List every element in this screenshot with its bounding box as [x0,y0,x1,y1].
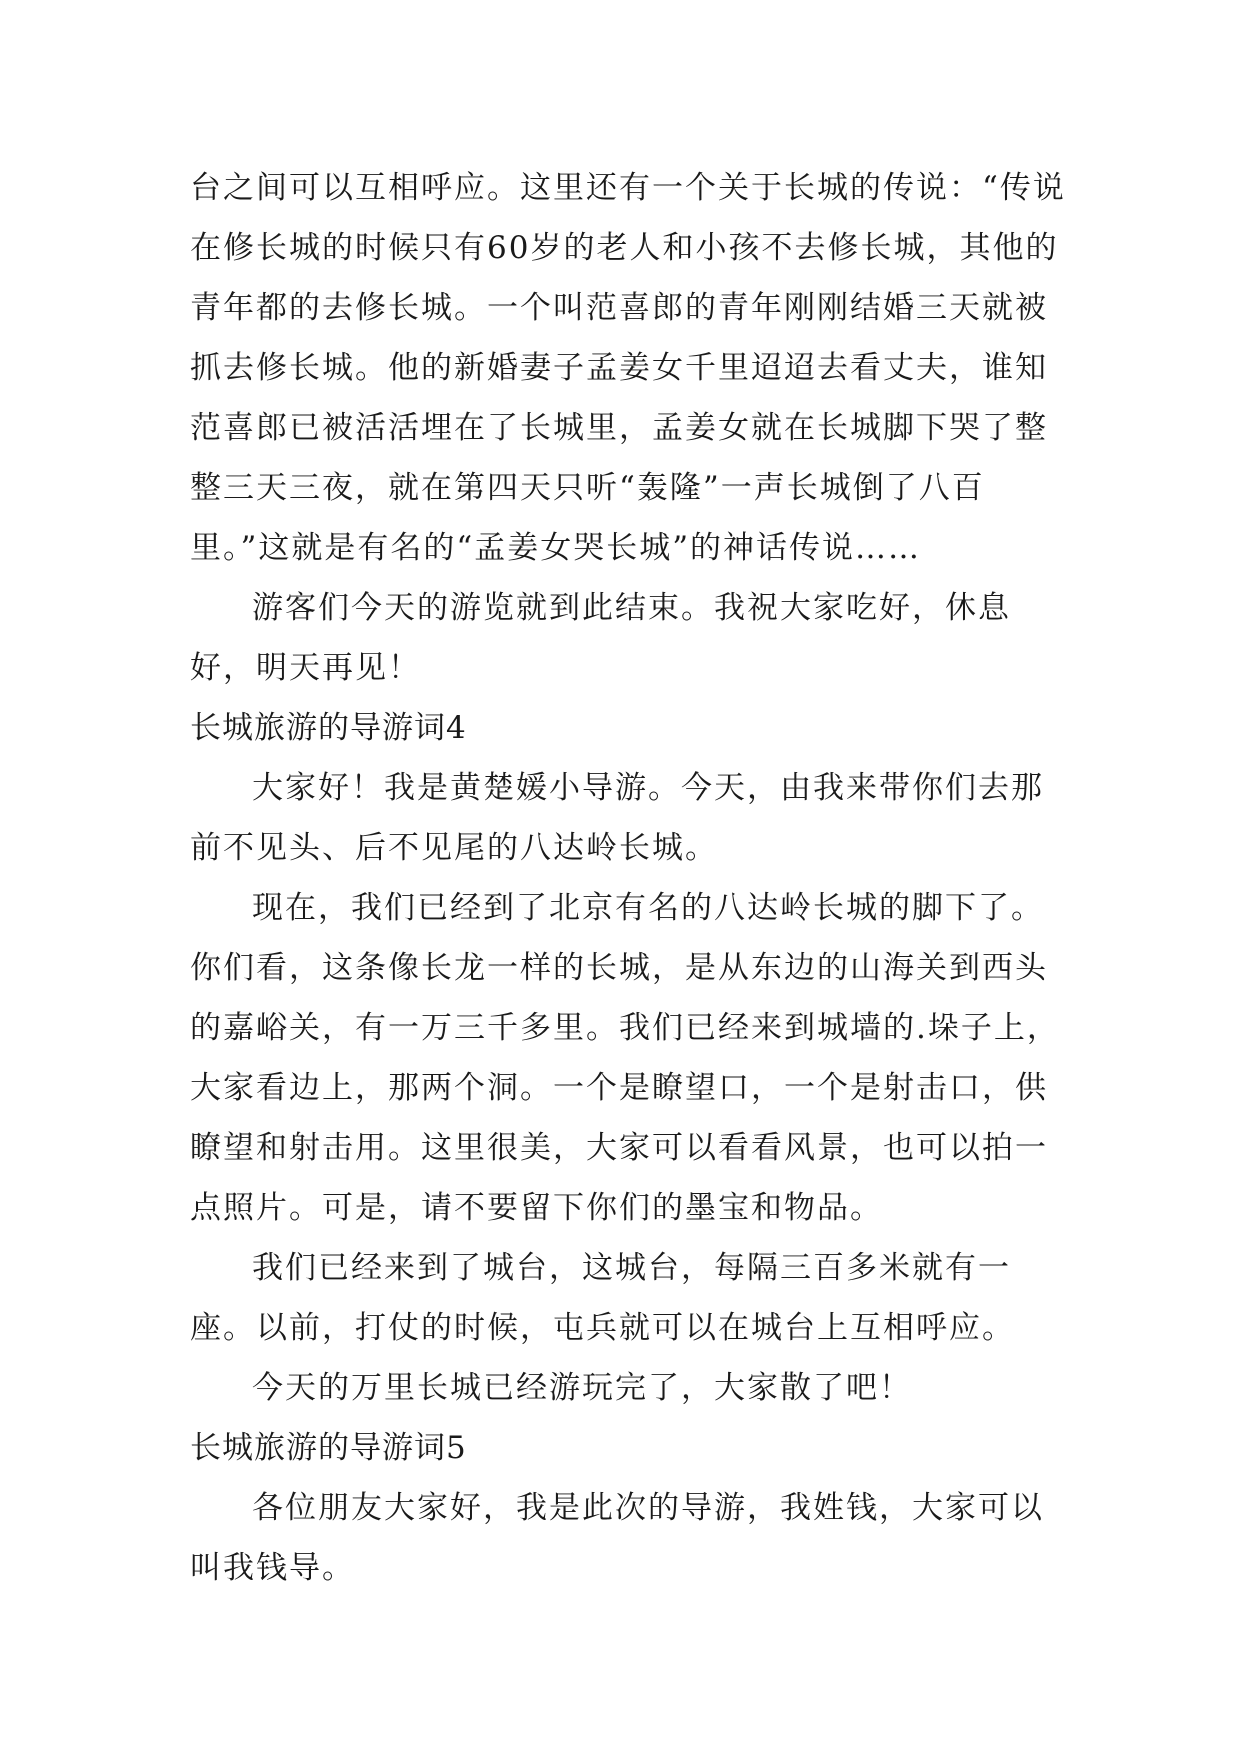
paragraph-watchtower: 我们已经来到了城台，这城台，每隔三百多米就有一座。以前，打仗的时候，屯兵就可以在城台上互相呼应。 [190,1250,1015,1346]
document-body [190,158,1070,1598]
paragraph-greeting-5: 各位朋友大家好，我是此次的导游，我姓钱，大家可以叫我钱导。 [190,1490,1044,1586]
section-heading-5: 长城旅游的导游词5 [190,1430,467,1466]
paragraph-legend-continuation: 台之间可以互相呼应。这里还有一个关于长城的传说：“传说在修长城的时候只有60岁的老人和小孩不去修长城，其他的青年都的去修长城。一个叫范喜郎的青年刚刚结婚三天就被抓去修长城。他的新婚妻子孟姜女千里迢迢去看丈夫，谁知范喜郎已被活活埋在了长城里，孟姜女就在长城脚下哭了整整三天三夜，就在第四天只听“轰隆”一声长城倒了八百里。”这就是有名的“孟姜女哭长城”的神话传说…… [190,170,1066,566]
section-heading-4: 长城旅游的导游词4 [190,710,467,746]
paragraph-farewell: 游客们今天的游览就到此结束。我祝大家吃好，休息好，明天再见！ [190,590,1011,686]
paragraph-greeting-4: 大家好！我是黄楚媛小导游。今天，由我来带你们去那前不见头、后不见尾的八达岭长城。 [190,770,1044,866]
paragraph-end-4: 今天的万里长城已经游玩完了，大家散了吧！ [252,1370,912,1406]
paragraph-badaling: 现在，我们已经到了北京有名的八达岭长城的脚下了。你们看，这条像长龙一样的长城，是从东边的山海关到西头的嘉峪关，有一万三千多里。我们已经来到城墙的.垛子上，大家看边上，那两个洞。一个是瞭望口，一个是射击口，供瞭望和射击用。这里很美，大家可以看看风景，也可以拍一点照片。可是，请不要留下你们的墨宝和物品。 [190,890,1060,1226]
